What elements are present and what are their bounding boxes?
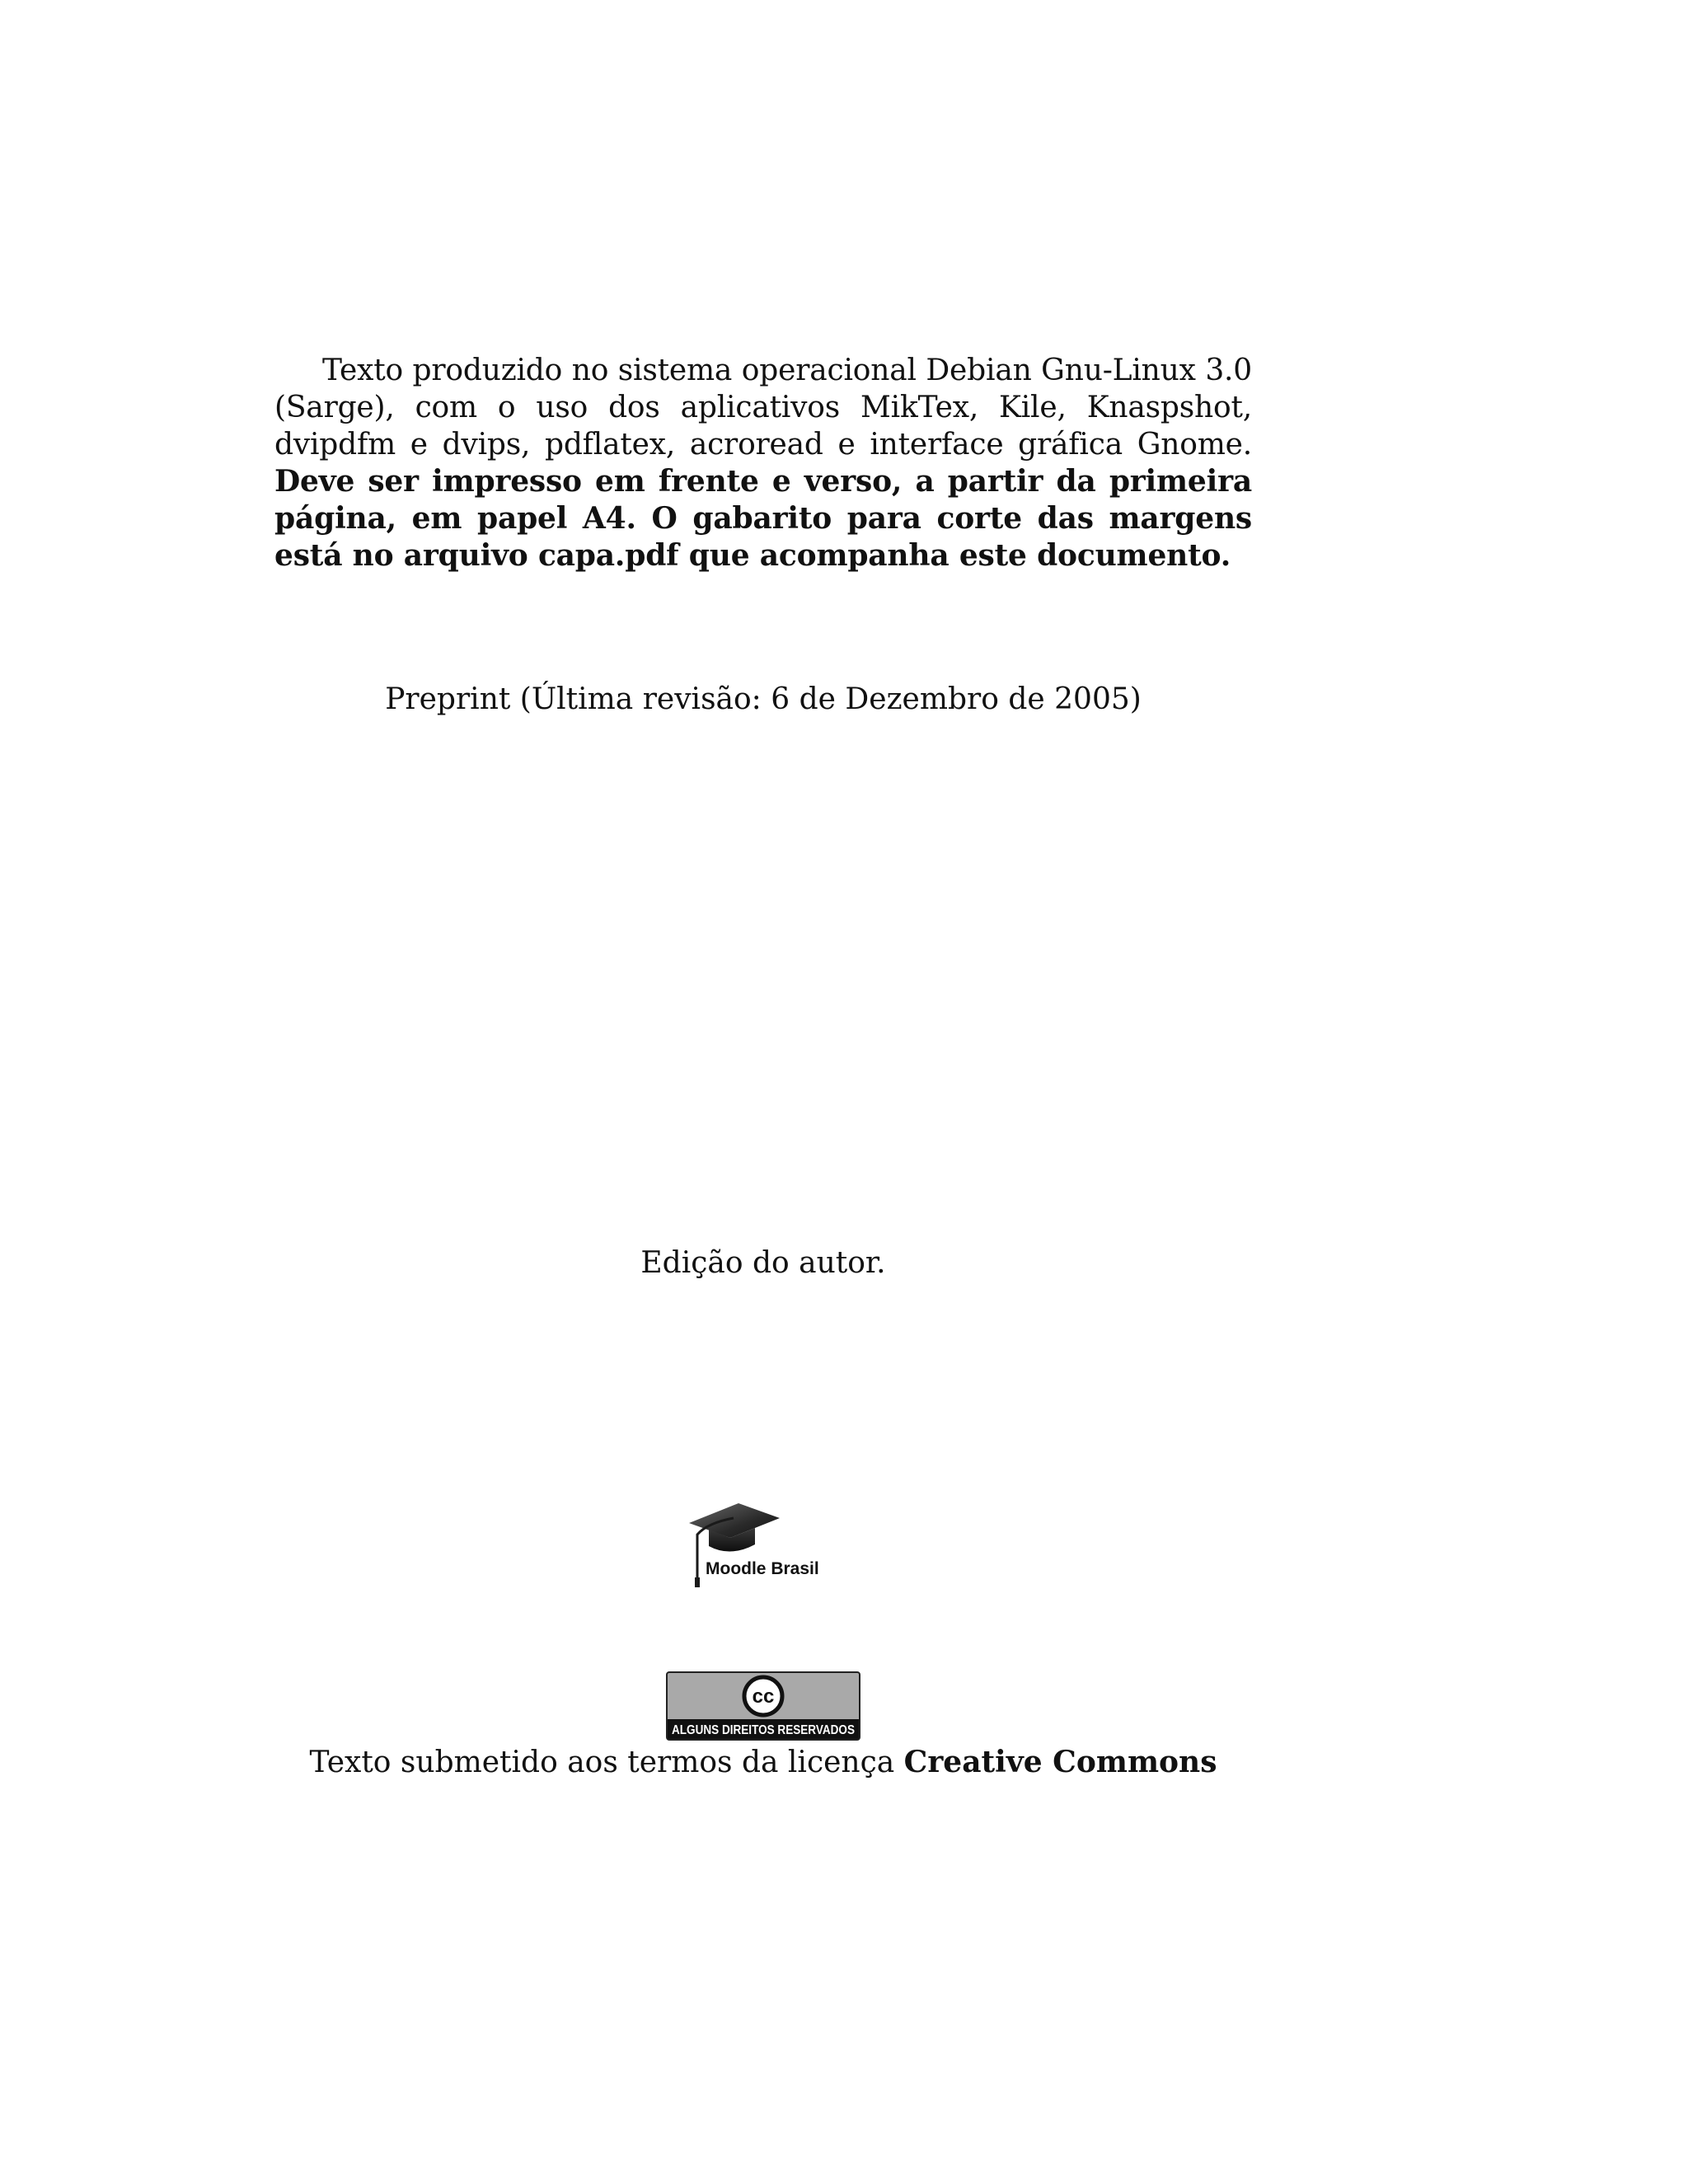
creative-commons-badge [666, 1671, 860, 1741]
moodle-brasil-logo [684, 1498, 849, 1589]
edition-line: Edição do autor. [640, 1246, 886, 1280]
cc-badge-text: ALGUNS DIREITOS RESERVADOS [672, 1723, 856, 1737]
intro-paragraph [274, 352, 1252, 574]
moodle-brasil-text: Moodle Brasil [706, 1559, 819, 1578]
intro-text: Texto produzido no sistema operacional Debian Gnu-Linux 3.0 (Sarge), com o uso dos aplicativos MikTex, Kile, Knaspshot, dvipdfm e dvips, pdflatex, acroread e interface gráfica Gnome. [274, 354, 1252, 462]
license-prefix: Texto submetido aos termos da licença [309, 1746, 904, 1779]
preprint-line: Preprint (Última revisão: 6 de Dezembro de 2005) [385, 682, 1142, 716]
license-line [0, 1744, 1526, 1781]
license-name: Creative Commons [903, 1745, 1217, 1779]
intro-bold-text: Deve ser impresso em frente e verso, a partir da primeira página, em papel A4. O gabarito para corte das margens está no arquivo capa.pdf que acompanha este documento. [274, 464, 1252, 573]
cc-symbol-text: cc [752, 1685, 775, 1708]
